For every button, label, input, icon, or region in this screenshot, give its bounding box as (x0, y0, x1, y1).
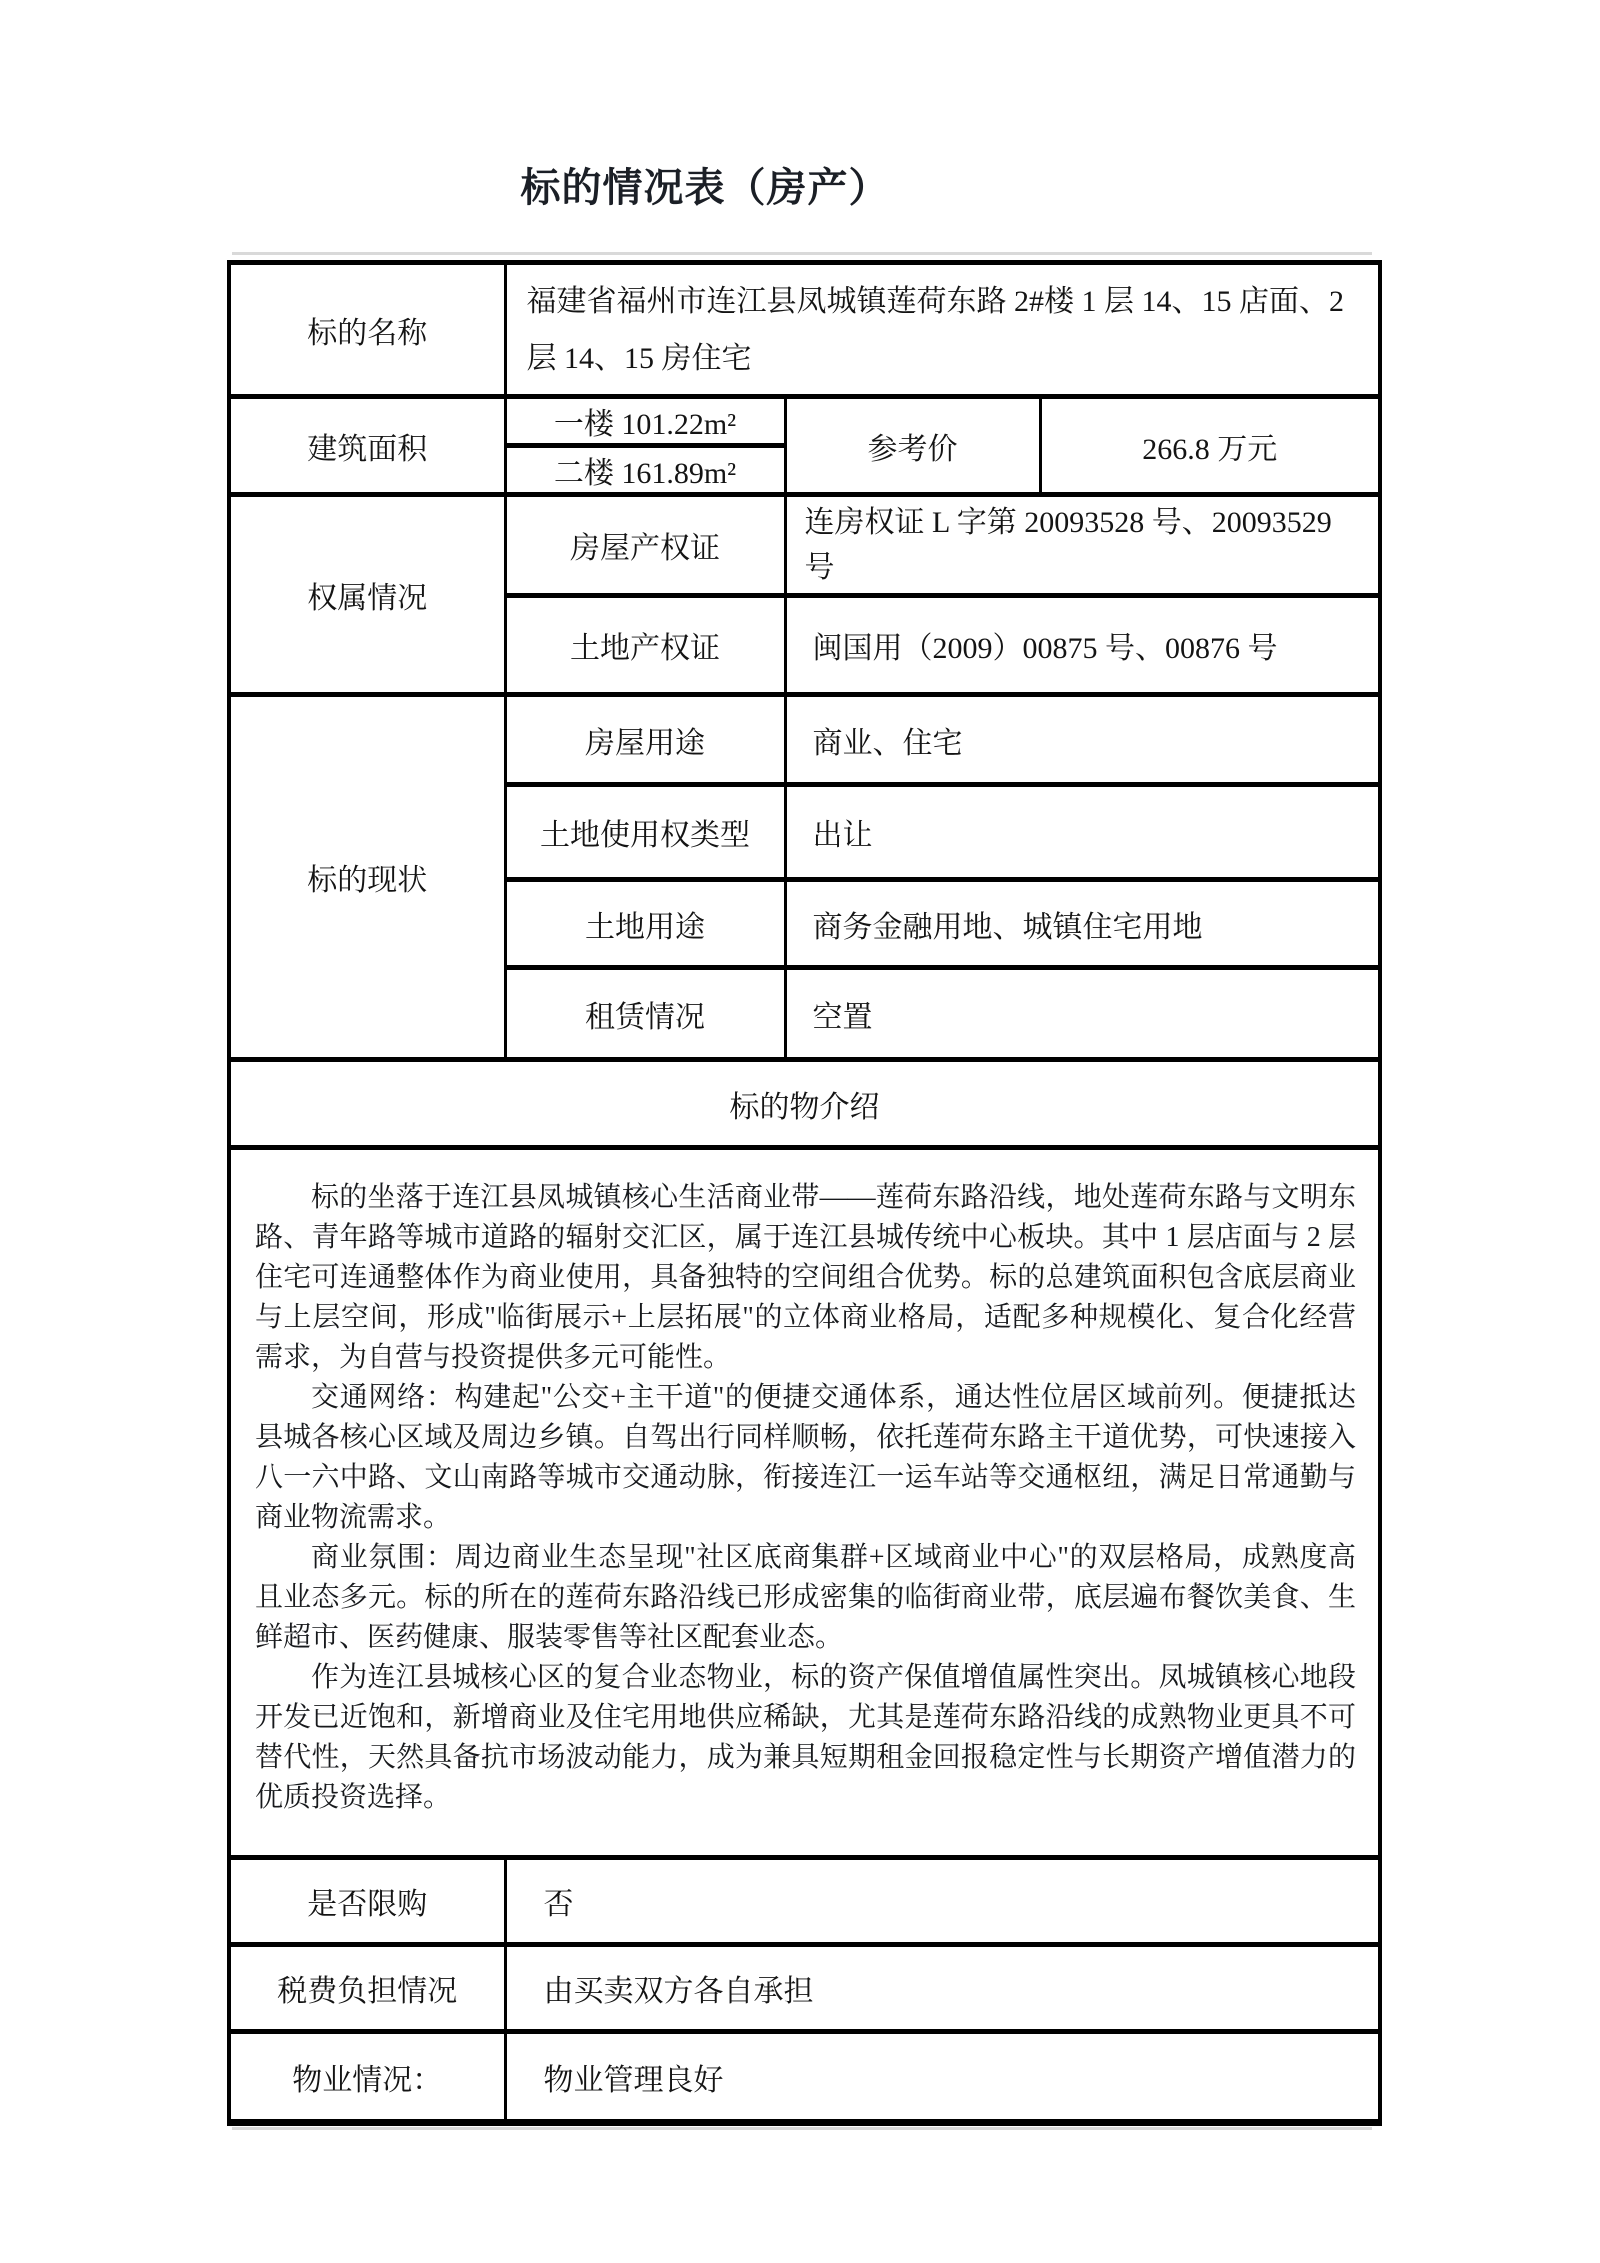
tax-burden-label: 税费负担情况 (229, 1945, 505, 2032)
land-right-type-value: 出让 (785, 785, 1380, 880)
subject-name-label: 标的名称 (229, 263, 505, 397)
property-mgmt-label: 物业情况： (229, 2032, 505, 2123)
lease-status-label: 租赁情况 (505, 968, 785, 1060)
row-subject-name (229, 263, 1380, 397)
house-cert-value: 连房权证 L 字第 20093528 号、20093529 号 (785, 495, 1380, 596)
intro-text-block (229, 1148, 1380, 1858)
land-right-type-label: 土地使用权类型 (505, 785, 785, 880)
property-mgmt-value: 物业管理良好 (505, 2032, 1380, 2123)
land-usage-value: 商务金融用地、城镇住宅用地 (785, 880, 1380, 968)
subject-name-value: 福建省福州市连江县凤城镇莲荷东路 2#楼 1 层 14、15 店面、2 层 14、15 房住宅 (505, 263, 1380, 397)
row-intro-text (229, 1148, 1380, 1858)
intro-header: 标的物介绍 (229, 1060, 1380, 1148)
row-house-certificate (229, 495, 1380, 596)
land-cert-label: 土地产权证 (505, 596, 785, 695)
intro-paragraph-transport: 交通网络：构建起"公交+主干道"的便捷交通体系，通达性位居区域前列。便捷抵达县城各核心区域及周边乡镇。自驾出行同样顺畅，依托莲荷东路主干道优势，可快速接入八一六中路、文山南路等城市交通动脉，衔接连江一运车站等交通枢纽，满足日常通勤与商业物流需求。 (255, 1382, 1357, 1533)
status-label: 标的现状 (229, 695, 505, 1060)
scan-shadow-line-top (232, 252, 1372, 255)
ownership-label: 权属情况 (229, 495, 505, 695)
house-cert-label: 房屋产权证 (505, 495, 785, 596)
tax-burden-value: 由买卖双方各自承担 (505, 1945, 1380, 2032)
purchase-limit-value: 否 (505, 1858, 1380, 1945)
intro-paragraph-business: 商业氛围：周边商业生态呈现"社区底商集群+区域商业中心"的双层格局，成熟度高且业态多元。标的所在的莲荷东路沿线已形成密集的临街商业带，底层遍布餐饮美食、生鲜超市、医药健康、服装零售等社区配套业态。 (255, 1542, 1357, 1653)
property-info-table (227, 260, 1382, 2126)
building-area-floor2-value: 二楼 161.89m² (505, 446, 785, 495)
reference-price-value: 266.8 万元 (1040, 397, 1380, 495)
scan-shadow-line-bottom (232, 2127, 1372, 2130)
land-cert-value: 闽国用（2009）00875 号、00876 号 (785, 596, 1380, 695)
intro-paragraph-investment: 作为连江县城核心区的复合业态物业，标的资产保值增值属性突出。凤城镇核心地段开发已近饱和，新增商业及住宅用地供应稀缺，尤其是莲荷东路沿线的成熟物业更具不可替代性，天然具备抗市场波动能力，成为兼具短期租金回报稳定性与长期资产增值潜力的优质投资选择。 (255, 1662, 1357, 1813)
row-property-management (229, 2032, 1380, 2123)
house-usage-label: 房屋用途 (505, 695, 785, 785)
row-intro-header (229, 1060, 1380, 1148)
row-tax-burden (229, 1945, 1380, 2032)
purchase-limit-label: 是否限购 (229, 1858, 505, 1945)
row-building-area-floor1 (229, 397, 1380, 446)
page-title: 标的情况表（房产） (520, 165, 890, 210)
lease-status-value: 空置 (785, 968, 1380, 1060)
row-purchase-limit (229, 1858, 1380, 1945)
house-usage-value: 商业、住宅 (785, 695, 1380, 785)
building-area-floor1-value: 一楼 101.22m² (505, 397, 785, 446)
row-house-usage (229, 695, 1380, 785)
land-usage-label: 土地用途 (505, 880, 785, 968)
intro-paragraph-location: 标的坐落于连江县凤城镇核心生活商业带——莲荷东路沿线，地处莲荷东路与文明东路、青年路等城市道路的辐射交汇区，属于连江县城传统中心板块。其中 1 层店面与 2 层住宅可连通整体作为商业使用，具备独特的空间组合优势。标的总建筑面积包含底层商业与上层空间，形成"临街展示+上层拓展"的立体商业格局，适配多种规模化、复合化经营需求，为自营与投资提供多元可能性。 (255, 1182, 1357, 1373)
reference-price-label: 参考价 (785, 397, 1040, 495)
building-area-label: 建筑面积 (229, 397, 505, 495)
